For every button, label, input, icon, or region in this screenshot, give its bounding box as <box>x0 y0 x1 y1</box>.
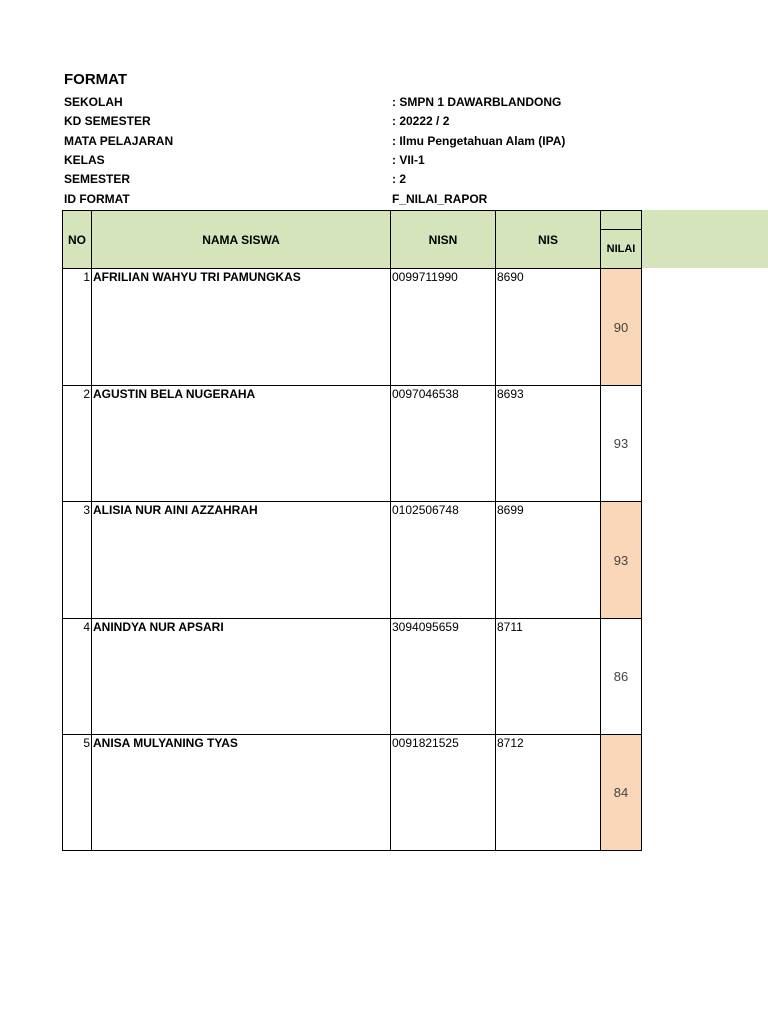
row-nilai[interactable]: 84 <box>600 734 642 851</box>
info-label-id-format: ID FORMAT <box>64 192 130 206</box>
row-nisn: 3094095659 <box>390 618 496 735</box>
row-nis: 8711 <box>495 618 601 735</box>
row-no: 3 <box>62 501 92 619</box>
row-nisn: 0102506748 <box>390 501 496 619</box>
header-nilai: NILAI <box>600 229 642 269</box>
info-label-kelas: KELAS <box>64 153 105 167</box>
row-nilai[interactable]: 90 <box>600 268 642 386</box>
header-nilai-top <box>600 210 642 230</box>
info-value-id-format: F_NILAI_RAPOR <box>392 192 488 206</box>
row-name: ANISA MULYANING TYAS <box>91 734 391 851</box>
info-label-mapel: MATA PELAJARAN <box>64 134 174 148</box>
header-no: NO <box>62 210 92 269</box>
row-no: 2 <box>62 385 92 502</box>
row-nis: 8693 <box>495 385 601 502</box>
row-name: ALISIA NUR AINI AZZAHRAH <box>91 501 391 619</box>
form-title: FORMAT <box>64 71 128 88</box>
row-nilai[interactable]: 93 <box>600 501 642 619</box>
header-nis: NIS <box>495 210 601 269</box>
row-nisn: 0091821525 <box>390 734 496 851</box>
info-value-semester: : 2 <box>392 172 407 186</box>
row-no: 5 <box>62 734 92 851</box>
row-nilai[interactable]: 93 <box>600 385 642 502</box>
info-value-kelas: : VII-1 <box>392 153 425 167</box>
row-name: ANINDYA NUR APSARI <box>91 618 391 735</box>
row-nis: 8712 <box>495 734 601 851</box>
info-value-sekolah: : SMPN 1 DAWARBLANDONG <box>392 95 562 109</box>
row-name: AFRILIAN WAHYU TRI PAMUNGKAS <box>91 268 391 386</box>
info-label-kd-semester: KD SEMESTER <box>64 114 151 128</box>
row-nisn: 0097046538 <box>390 385 496 502</box>
info-label-sekolah: SEKOLAH <box>64 95 123 109</box>
header-nisn: NISN <box>390 210 496 269</box>
info-value-mapel: : Ilmu Pengetahuan Alam (IPA) <box>392 134 566 148</box>
row-nis: 8699 <box>495 501 601 619</box>
row-name: AGUSTIN BELA NUGERAHA <box>91 385 391 502</box>
info-value-kd-semester: : 20222 / 2 <box>392 114 450 128</box>
row-nisn: 0099711990 <box>390 268 496 386</box>
info-label-semester: SEMESTER <box>64 172 131 186</box>
header-extension <box>642 210 768 268</box>
row-nis: 8690 <box>495 268 601 386</box>
header-name: NAMA SISWA <box>91 210 391 269</box>
row-no: 4 <box>62 618 92 735</box>
row-no: 1 <box>62 268 92 386</box>
row-nilai[interactable]: 86 <box>600 618 642 735</box>
